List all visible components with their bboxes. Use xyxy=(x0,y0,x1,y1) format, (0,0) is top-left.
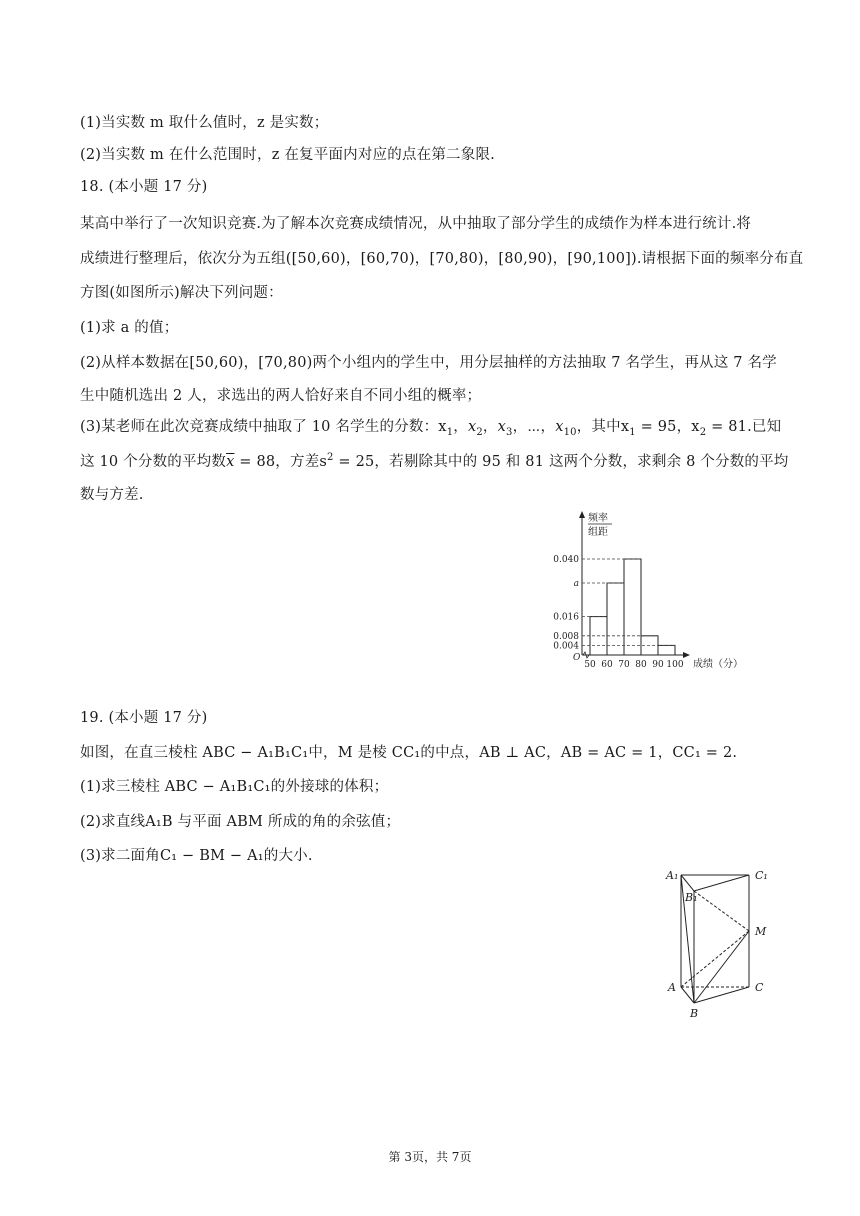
y-tick-label: 0.040 xyxy=(553,555,579,565)
y-tick-label: 0.008 xyxy=(553,631,579,642)
q18-part3-text-c: = 95，x xyxy=(640,419,700,435)
label-b1: B₁ xyxy=(685,891,698,904)
q18-part2-line2: 生中随机选出 2 人，求选出的两人恰好来自不同小组的概率； xyxy=(80,388,482,404)
y-label-bottom: 组距 xyxy=(588,527,608,538)
x-tick-label: 60 xyxy=(601,660,613,670)
q18-part1: (1)求 a 的值； xyxy=(80,320,179,336)
q19-intro: 如图，在直三棱柱 ABC − A₁B₁C₁中，M 是棱 CC₁的中点，AB ⊥ AC，AB = AC = 1，CC₁ = 2. xyxy=(80,745,738,761)
q18-intro-line3: 方图(如图所示)解决下列问题： xyxy=(80,285,283,301)
q18-part3-text-d: = 81.已知 xyxy=(711,419,782,435)
q18-part3-line2: 这 10 个分数的平均数$\overline{x} = 88$，方差$s^2 = 25$，若剔除其中的 95 和 81 这两个分数，求剩余 8 个分数的平均 xyxy=(80,452,789,470)
q18-part2-line1: (2)从样本数据在[50,60)，[70,80)两个小组内的学生中，用分层抽样的方法抽取 7 名学生，再从这 7 名学 xyxy=(80,355,777,371)
q18-intro-line2: 成绩进行整理后，依次分为五组([50,60)，[60,70)，[70,80)，[80,90)，[90,100]).请根据下面的频率分布直 xyxy=(80,251,804,267)
q17-part2: (2)当实数 m 在什么范围时，z 在复平面内对应的点在第二象限. xyxy=(80,147,495,163)
q18-part3-text-g: = 25，若剔除其中的 95 和 81 这两个分数，求剩余 8 个分数的平均 xyxy=(338,454,789,470)
q18-part3-text-e: 这 10 个分数的平均数 xyxy=(80,454,227,470)
x-tick-label: 50 xyxy=(584,660,596,670)
q18-intro-line1: 某高中举行了一次知识竞赛.为了解本次竞赛成绩情况，从中抽取了部分学生的成绩作为样本进行统计.将 xyxy=(80,216,752,232)
q18-header: 18. (本小题 17 分) xyxy=(80,179,208,195)
histogram-bar xyxy=(658,645,675,655)
q19-part1: (1)求三棱柱 ABC − A₁B₁C₁的外接球的体积； xyxy=(80,779,389,795)
x-tick-label: 100 xyxy=(666,660,684,670)
prism-figure xyxy=(660,860,780,1025)
x-tick-label: 80 xyxy=(635,660,647,670)
y-tick-label: 0.016 xyxy=(553,612,579,623)
frequency-histogram xyxy=(530,505,800,680)
histogram-bar xyxy=(624,559,641,655)
q18-part3-line3: 数与方差. xyxy=(80,487,144,503)
y-tick-label: 0.004 xyxy=(553,641,579,652)
q17-part1: (1)当实数 m 取什么值时，z 是实数； xyxy=(80,115,329,131)
q19-part3: (3)求二面角C₁ − BM − A₁的大小. xyxy=(80,848,313,864)
x-axis-label: 成绩（分） xyxy=(693,659,743,670)
q19-header: 19. (本小题 17 分) xyxy=(80,710,208,726)
y-label-top: 频率 xyxy=(588,513,608,524)
x-tick-label: 90 xyxy=(652,660,664,670)
q18-part3-text-f: = 88，方差s xyxy=(239,454,328,470)
x-tick-label: 70 xyxy=(618,660,630,670)
label-m: M xyxy=(755,925,767,938)
histogram-bar xyxy=(607,583,624,655)
y-tick-label: a xyxy=(573,579,579,589)
origin-label: O xyxy=(573,653,581,663)
label-a1: A₁ xyxy=(666,869,679,882)
page-footer: 第 3页，共 7页 xyxy=(388,1150,472,1164)
label-b: B xyxy=(690,1007,699,1020)
q18-part3-text-b: ，其中x xyxy=(576,419,630,435)
q19-part2: (2)求直线A₁B 与平面 ABM 所成的角的余弦值； xyxy=(80,814,401,830)
y-axis-arrow xyxy=(579,511,585,518)
x-axis-arrow xyxy=(683,652,690,658)
label-a: A xyxy=(668,981,676,994)
q18-part3-text-a: (3)某老师在此次竞赛成绩中抽取了 10 名学生的分数：x xyxy=(80,419,447,435)
label-c: C xyxy=(755,981,764,994)
label-c1: C₁ xyxy=(755,869,768,882)
q18-part3-line1: (3)某老师在此次竞赛成绩中抽取了 10 名学生的分数：$x_1$，$x_2$，$x_3$，⋯，$x_{10}$，其中$x_1 = 95$，$x_2 = 81$.已知 xyxy=(80,419,782,438)
